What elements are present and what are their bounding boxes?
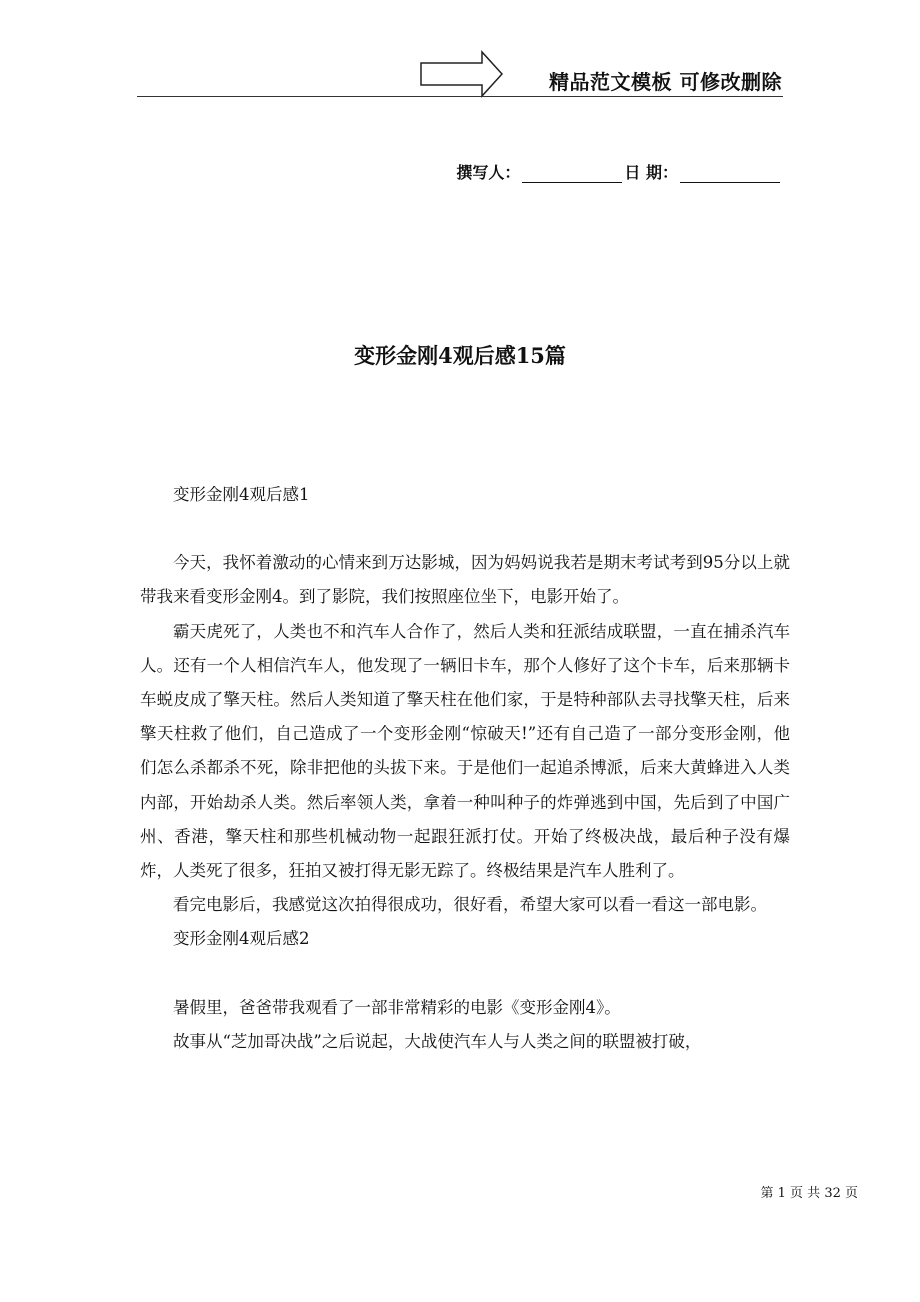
page-number: 第 1 页 共 32 页 <box>760 1186 858 1201</box>
paragraph: 暑假里，爸爸带我观看了一部非常精彩的电影《变形金刚4》。 <box>173 997 621 1017</box>
section-heading: 变形金刚4观后感2 <box>173 929 310 949</box>
paragraph: 看完电影后，我感觉这次拍得很成功，很好看，希望大家可以看一看这一部电影。 <box>173 895 767 915</box>
header-divider <box>137 96 783 97</box>
author-blank <box>522 164 622 183</box>
paragraph: 今天，我怀着激动的心情来到万达影城，因为妈妈说我若是期末考试考到95分以上就带我来看变形金刚4。到了影院，我们按照座位坐下，电影开始了。 <box>140 553 790 607</box>
document-title: 变形金刚4观后感15篇 <box>354 343 566 368</box>
header-banner: 精品范文模板 可修改删除 <box>549 70 782 94</box>
paragraph: 故事从“芝加哥决战”之后说起，大战使汽车人与人类之间的联盟被打破， <box>173 1031 702 1051</box>
document-body <box>140 478 790 1059</box>
date-label: 日 期： <box>624 163 678 182</box>
author-label: 撰写人： <box>456 163 521 182</box>
paragraph: 霸天虎死了，人类也不和汽车人合作了，然后人类和狂派结成联盟，一直在捕杀汽车人。还有一个人相信汽车人，他发现了一辆旧卡车，那个人修好了这个卡车，后来那辆卡车蜕皮成了擎天柱。然后人类知道了擎天柱在他们家，于是特种部队去寻找擎天柱，后来擎天柱救了他们，自己造成了一个变形金刚“惊破天!”还有自己造了一部分变形金刚，他们怎么杀都杀不死，除非把他的头拔下来。于是他们一起追杀博派，后来大黄蜂进入人类内部，开始劫杀人类。然后率领人类，拿着一种叫种子的炸弹逃到中国，先后到了中国广州、香港，擎天柱和那些机械动物一起跟狂派打仗。开始了终极决战，最后种子没有爆炸，人类死了很多，狂拍又被打得无影无踪了。终极结果是汽车人胜利了。 <box>140 621 790 881</box>
date-blank <box>680 164 780 183</box>
author-date-line <box>456 160 782 183</box>
arrow-icon <box>420 50 504 98</box>
section-heading: 变形金刚4观后感1 <box>173 485 310 504</box>
